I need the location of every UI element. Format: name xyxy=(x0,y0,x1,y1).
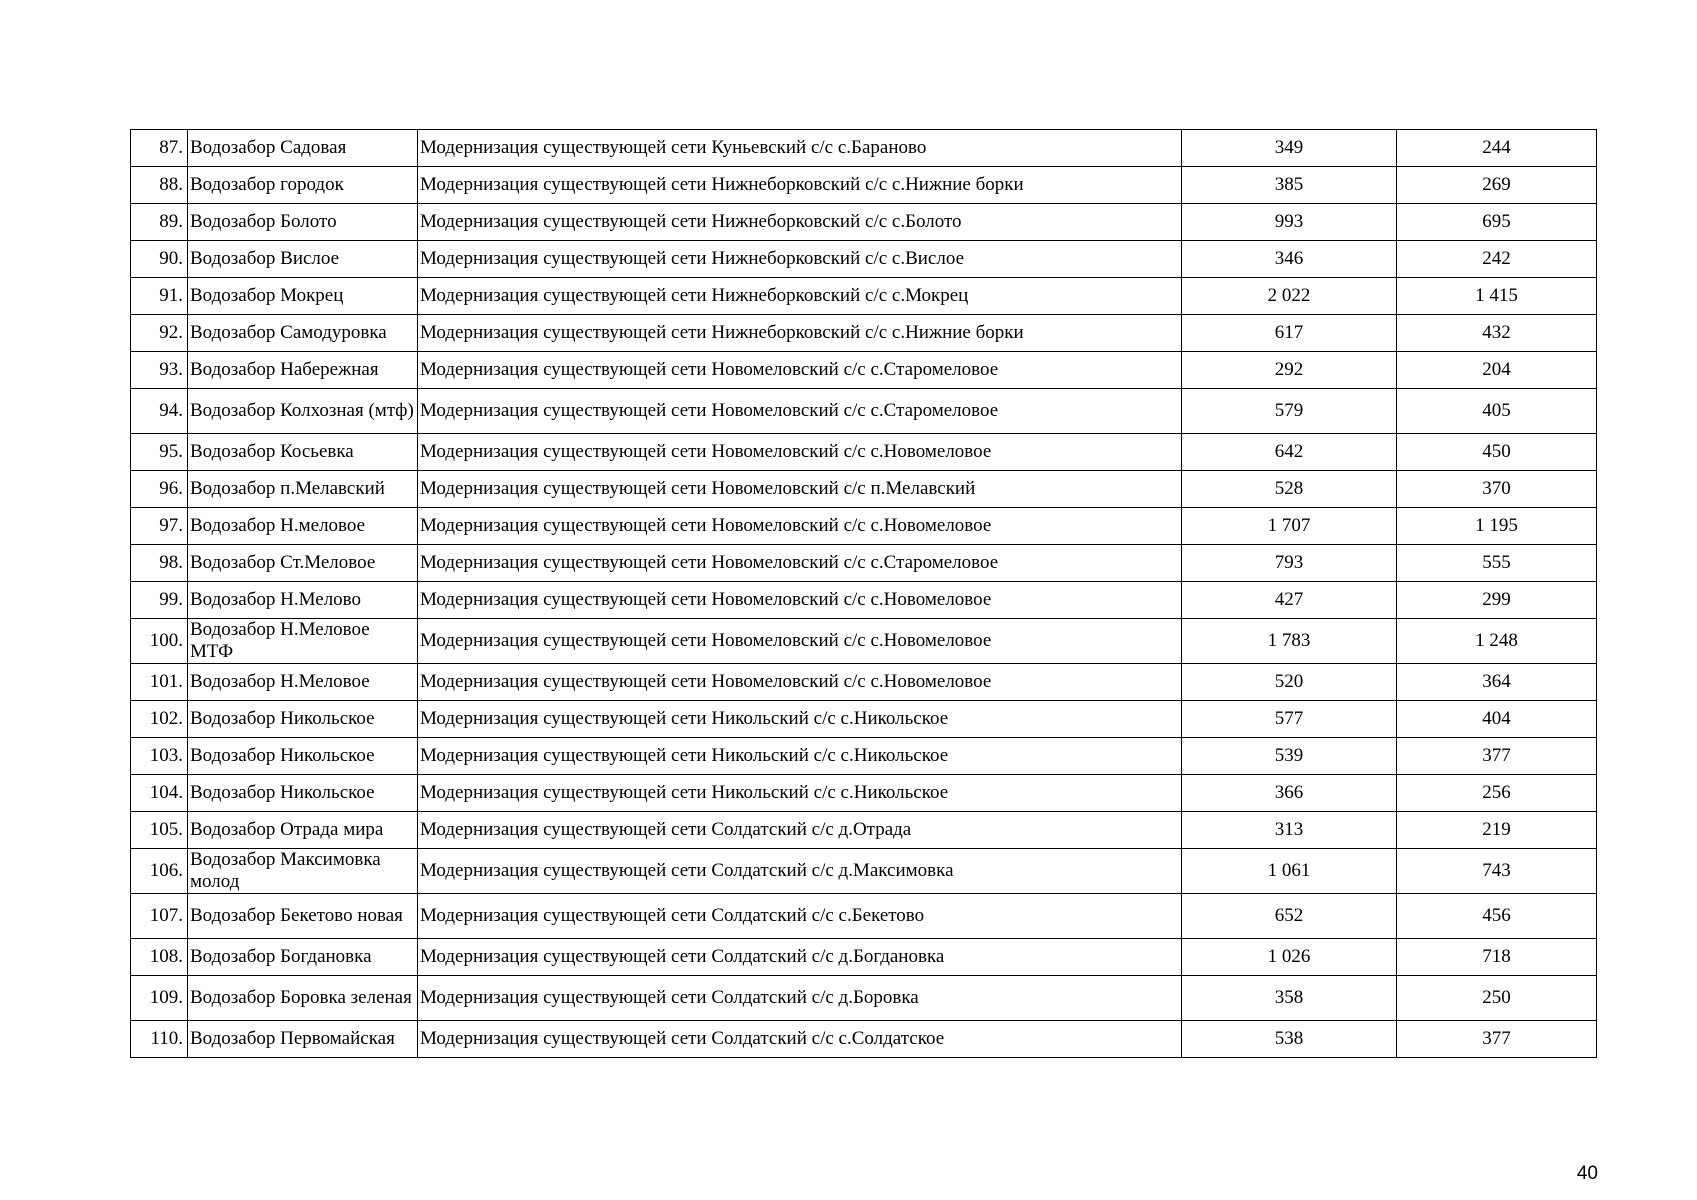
description-cell: Модернизация существующей сети Нижнеборковский с/с с.Болото xyxy=(418,204,1182,241)
description-cell: Модернизация существующей сети Новомеловский с/с с.Новомеловое xyxy=(418,434,1182,471)
value-1-cell: 577 xyxy=(1182,701,1397,738)
value-1-cell: 520 xyxy=(1182,664,1397,701)
value-1-cell: 993 xyxy=(1182,204,1397,241)
water-intake-name-cell: Водозабор Максимовка молод xyxy=(188,849,418,894)
value-2-cell: 242 xyxy=(1397,241,1597,278)
table-row xyxy=(131,545,1597,582)
description-cell: Модернизация существующей сети Нижнеборковский с/с с.Мокрец xyxy=(418,278,1182,315)
value-2-cell: 555 xyxy=(1397,545,1597,582)
description-cell: Модернизация существующей сети Солдатский с/с д.Максимовка xyxy=(418,849,1182,894)
row-number-cell: 101. xyxy=(131,664,188,701)
value-2-cell: 1 248 xyxy=(1397,619,1597,664)
table-row xyxy=(131,241,1597,278)
row-number-cell: 99. xyxy=(131,582,188,619)
water-intake-name-cell: Водозабор Косьевка xyxy=(188,434,418,471)
water-intake-name-cell: Водозабор городок xyxy=(188,167,418,204)
row-number-cell: 97. xyxy=(131,508,188,545)
table-row xyxy=(131,619,1597,664)
value-2-cell: 718 xyxy=(1397,939,1597,976)
row-number-cell: 88. xyxy=(131,167,188,204)
description-cell: Модернизация существующей сети Солдатский с/с д.Боровка xyxy=(418,976,1182,1021)
row-number-cell: 96. xyxy=(131,471,188,508)
value-1-cell: 617 xyxy=(1182,315,1397,352)
water-intake-name-cell: Водозабор Болото xyxy=(188,204,418,241)
table-row xyxy=(131,939,1597,976)
table-row xyxy=(131,434,1597,471)
table-row xyxy=(131,849,1597,894)
description-cell: Модернизация существующей сети Новомеловский с/с с.Старомеловое xyxy=(418,389,1182,434)
page-number: 40 xyxy=(1576,1163,1598,1184)
value-1-cell: 1 026 xyxy=(1182,939,1397,976)
description-cell: Модернизация существующей сети Новомеловский с/с с.Старомеловое xyxy=(418,352,1182,389)
value-1-cell: 2 022 xyxy=(1182,278,1397,315)
value-1-cell: 349 xyxy=(1182,130,1397,167)
table-row xyxy=(131,1021,1597,1058)
row-number-cell: 103. xyxy=(131,738,188,775)
table-row xyxy=(131,582,1597,619)
table-row xyxy=(131,738,1597,775)
value-2-cell: 1 415 xyxy=(1397,278,1597,315)
value-1-cell: 346 xyxy=(1182,241,1397,278)
value-1-cell: 579 xyxy=(1182,389,1397,434)
row-number-cell: 90. xyxy=(131,241,188,278)
row-number-cell: 94. xyxy=(131,389,188,434)
value-2-cell: 364 xyxy=(1397,664,1597,701)
table-row xyxy=(131,130,1597,167)
value-2-cell: 269 xyxy=(1397,167,1597,204)
water-intake-name-cell: Водозабор Бекетово новая xyxy=(188,894,418,939)
value-2-cell: 404 xyxy=(1397,701,1597,738)
row-number-cell: 105. xyxy=(131,812,188,849)
water-intake-name-cell: Водозабор Никольское xyxy=(188,701,418,738)
row-number-cell: 107. xyxy=(131,894,188,939)
description-cell: Модернизация существующей сети Новомеловский с/с п.Мелавский xyxy=(418,471,1182,508)
description-cell: Модернизация существующей сети Новомеловский с/с с.Старомеловое xyxy=(418,545,1182,582)
value-1-cell: 1 707 xyxy=(1182,508,1397,545)
table-row xyxy=(131,812,1597,849)
value-2-cell: 377 xyxy=(1397,738,1597,775)
row-number-cell: 110. xyxy=(131,1021,188,1058)
value-2-cell: 743 xyxy=(1397,849,1597,894)
description-cell: Модернизация существующей сети Солдатский с/с д.Отрада xyxy=(418,812,1182,849)
row-number-cell: 98. xyxy=(131,545,188,582)
water-intake-name-cell: Водозабор Н.Меловое МТФ xyxy=(188,619,418,664)
value-2-cell: 299 xyxy=(1397,582,1597,619)
value-2-cell: 432 xyxy=(1397,315,1597,352)
row-number-cell: 89. xyxy=(131,204,188,241)
value-1-cell: 642 xyxy=(1182,434,1397,471)
row-number-cell: 106. xyxy=(131,849,188,894)
row-number-cell: 95. xyxy=(131,434,188,471)
table-body xyxy=(131,130,1597,1058)
row-number-cell: 100. xyxy=(131,619,188,664)
description-cell: Модернизация существующей сети Никольский с/с с.Никольское xyxy=(418,701,1182,738)
value-1-cell: 652 xyxy=(1182,894,1397,939)
value-2-cell: 250 xyxy=(1397,976,1597,1021)
description-cell: Модернизация существующей сети Куньевский с/с с.Бараново xyxy=(418,130,1182,167)
data-table xyxy=(130,129,1597,1058)
water-intake-name-cell: Водозабор Самодуровка xyxy=(188,315,418,352)
value-2-cell: 204 xyxy=(1397,352,1597,389)
value-2-cell: 370 xyxy=(1397,471,1597,508)
value-2-cell: 244 xyxy=(1397,130,1597,167)
value-1-cell: 292 xyxy=(1182,352,1397,389)
value-2-cell: 256 xyxy=(1397,775,1597,812)
value-1-cell: 528 xyxy=(1182,471,1397,508)
water-intake-name-cell: Водозабор Колхозная (мтф) xyxy=(188,389,418,434)
water-intake-name-cell: Водозабор Садовая xyxy=(188,130,418,167)
value-2-cell: 450 xyxy=(1397,434,1597,471)
description-cell: Модернизация существующей сети Нижнеборковский с/с с.Нижние борки xyxy=(418,167,1182,204)
table-row xyxy=(131,701,1597,738)
table-row xyxy=(131,204,1597,241)
value-2-cell: 405 xyxy=(1397,389,1597,434)
row-number-cell: 108. xyxy=(131,939,188,976)
table-row xyxy=(131,315,1597,352)
water-intake-name-cell: Водозабор Вислое xyxy=(188,241,418,278)
value-2-cell: 456 xyxy=(1397,894,1597,939)
description-cell: Модернизация существующей сети Новомеловский с/с с.Новомеловое xyxy=(418,664,1182,701)
value-1-cell: 313 xyxy=(1182,812,1397,849)
value-1-cell: 793 xyxy=(1182,545,1397,582)
table-row xyxy=(131,471,1597,508)
table-row xyxy=(131,664,1597,701)
description-cell: Модернизация существующей сети Новомеловский с/с с.Новомеловое xyxy=(418,582,1182,619)
value-1-cell: 539 xyxy=(1182,738,1397,775)
table-row xyxy=(131,775,1597,812)
description-cell: Модернизация существующей сети Никольский с/с с.Никольское xyxy=(418,775,1182,812)
water-intake-name-cell: Водозабор Н.Меловое xyxy=(188,664,418,701)
table-row xyxy=(131,389,1597,434)
value-2-cell: 695 xyxy=(1397,204,1597,241)
water-intake-name-cell: Водозабор Н.Мелово xyxy=(188,582,418,619)
value-1-cell: 1 061 xyxy=(1182,849,1397,894)
description-cell: Модернизация существующей сети Нижнеборковский с/с с.Вислое xyxy=(418,241,1182,278)
value-1-cell: 358 xyxy=(1182,976,1397,1021)
description-cell: Модернизация существующей сети Новомеловский с/с с.Новомеловое xyxy=(418,619,1182,664)
water-intake-name-cell: Водозабор Отрада мира xyxy=(188,812,418,849)
row-number-cell: 93. xyxy=(131,352,188,389)
water-intake-name-cell: Водозабор Ст.Меловое xyxy=(188,545,418,582)
description-cell: Модернизация существующей сети Солдатский с/с с.Бекетово xyxy=(418,894,1182,939)
table-row xyxy=(131,167,1597,204)
water-intake-name-cell: Водозабор Н.меловое xyxy=(188,508,418,545)
water-intake-name-cell: Водозабор Мокрец xyxy=(188,278,418,315)
row-number-cell: 87. xyxy=(131,130,188,167)
row-number-cell: 109. xyxy=(131,976,188,1021)
table-row xyxy=(131,894,1597,939)
water-intake-name-cell: Водозабор Никольское xyxy=(188,738,418,775)
water-intake-name-cell: Водозабор Боровка зеленая xyxy=(188,976,418,1021)
value-2-cell: 1 195 xyxy=(1397,508,1597,545)
table-row xyxy=(131,278,1597,315)
water-intake-name-cell: Водозабор Первомайская xyxy=(188,1021,418,1058)
value-1-cell: 366 xyxy=(1182,775,1397,812)
table-row xyxy=(131,508,1597,545)
water-intake-name-cell: Водозабор Богдановка xyxy=(188,939,418,976)
value-1-cell: 538 xyxy=(1182,1021,1397,1058)
description-cell: Модернизация существующей сети Новомеловский с/с с.Новомеловое xyxy=(418,508,1182,545)
value-1-cell: 427 xyxy=(1182,582,1397,619)
value-2-cell: 377 xyxy=(1397,1021,1597,1058)
description-cell: Модернизация существующей сети Солдатский с/с д.Богдановка xyxy=(418,939,1182,976)
row-number-cell: 104. xyxy=(131,775,188,812)
value-1-cell: 385 xyxy=(1182,167,1397,204)
description-cell: Модернизация существующей сети Нижнеборковский с/с с.Нижние борки xyxy=(418,315,1182,352)
row-number-cell: 92. xyxy=(131,315,188,352)
table-row xyxy=(131,352,1597,389)
water-intake-name-cell: Водозабор п.Мелавский xyxy=(188,471,418,508)
description-cell: Модернизация существующей сети Солдатский с/с с.Солдатское xyxy=(418,1021,1182,1058)
table-row xyxy=(131,976,1597,1021)
row-number-cell: 91. xyxy=(131,278,188,315)
value-1-cell: 1 783 xyxy=(1182,619,1397,664)
water-intake-name-cell: Водозабор Набережная xyxy=(188,352,418,389)
row-number-cell: 102. xyxy=(131,701,188,738)
value-2-cell: 219 xyxy=(1397,812,1597,849)
description-cell: Модернизация существующей сети Никольский с/с с.Никольское xyxy=(418,738,1182,775)
water-intake-name-cell: Водозабор Никольское xyxy=(188,775,418,812)
